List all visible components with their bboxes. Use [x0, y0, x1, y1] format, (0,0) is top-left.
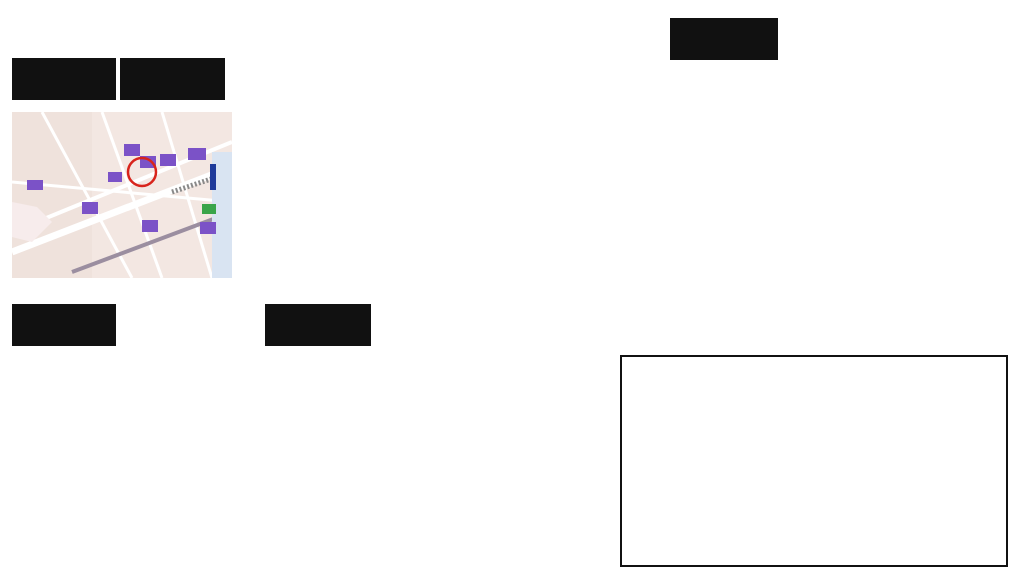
conclusion-table: [271, 357, 606, 567]
location-map[interactable]: [12, 112, 232, 278]
tag-site-eval: [12, 304, 116, 346]
tag-photo[interactable]: [120, 58, 225, 100]
tag-report: [670, 18, 778, 60]
tag-conclusion: [265, 304, 371, 346]
summary-note: [620, 355, 1008, 567]
tag-location[interactable]: [12, 58, 116, 100]
report-table: [673, 77, 997, 342]
site-eval-table: [12, 357, 259, 567]
